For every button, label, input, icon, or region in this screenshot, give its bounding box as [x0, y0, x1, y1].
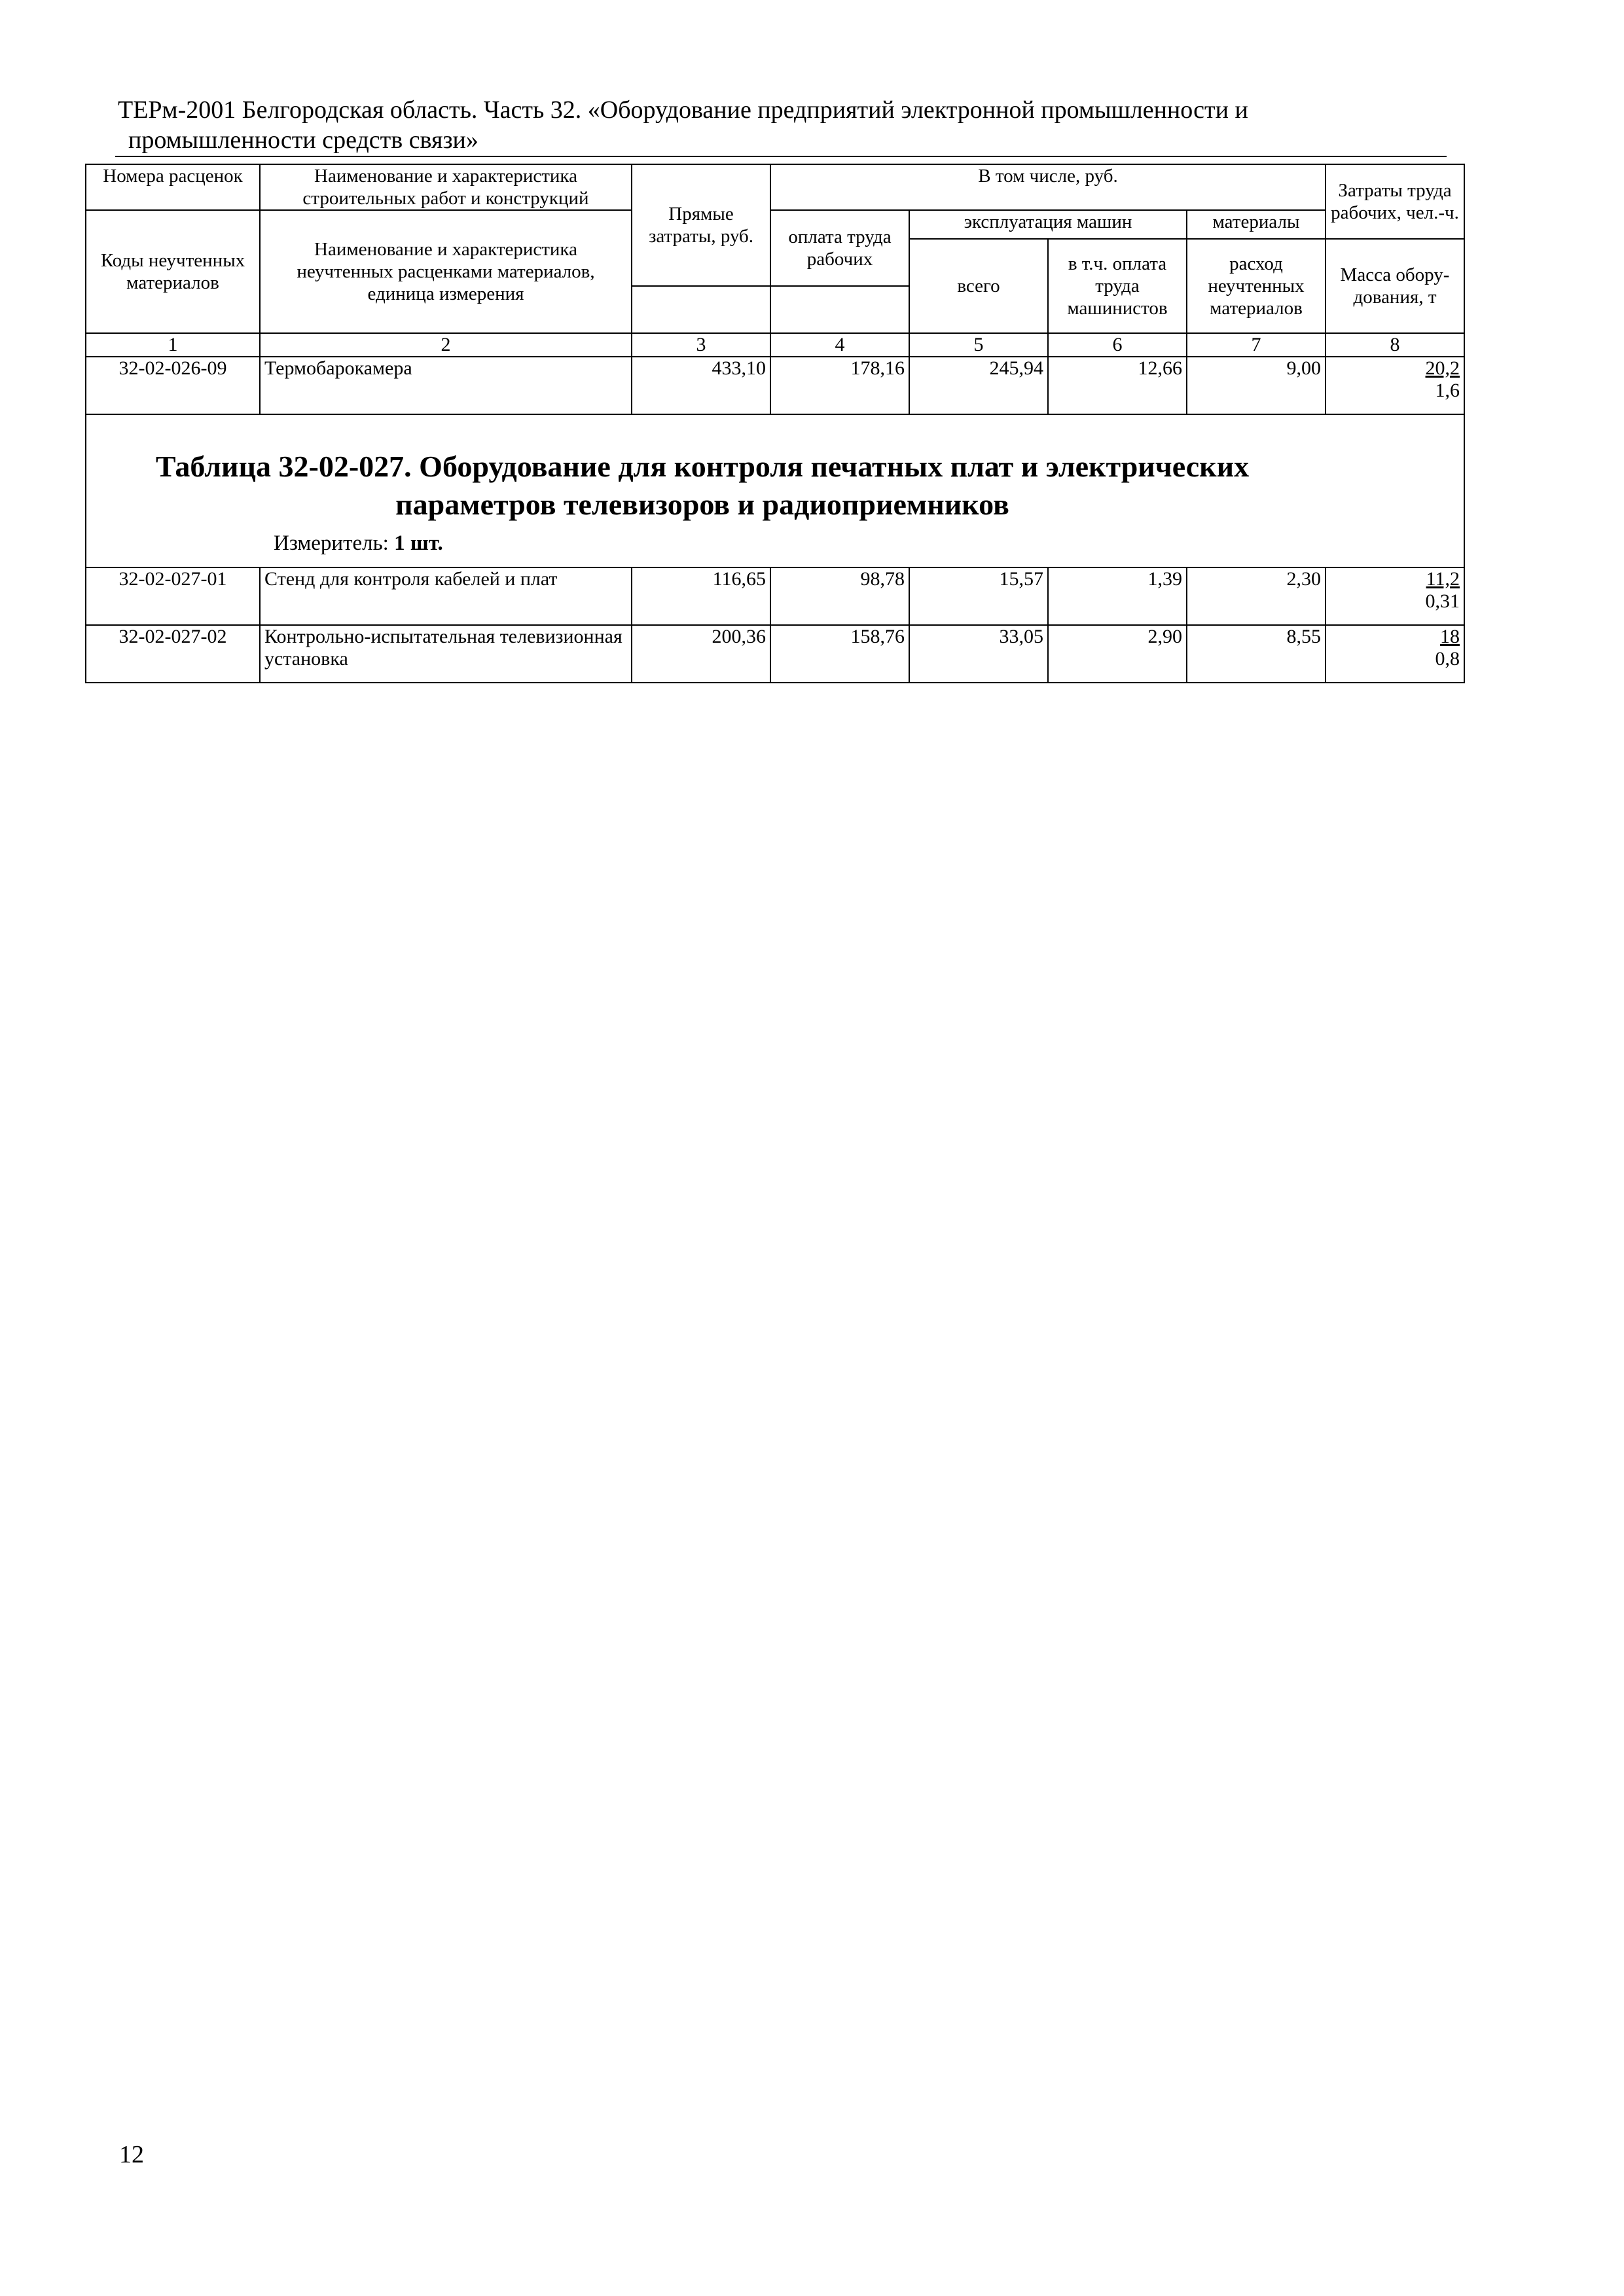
header-line-2: промышленности средств связи»	[128, 126, 478, 154]
header-col3: Прямые затраты, руб.	[632, 164, 770, 286]
header-col5: всего	[909, 239, 1048, 333]
column-number-8: 8	[1326, 333, 1464, 357]
materials-cost: 8,55	[1187, 625, 1326, 683]
column-number-6: 6	[1048, 333, 1187, 357]
rate-name: Стенд для контроля кабелей и плат	[260, 567, 632, 625]
header-col8-top: Затраты труда рабочих, чел.-ч.	[1326, 164, 1464, 239]
rate-name: Термобарокамера	[260, 357, 632, 414]
header-col4: оплата труда рабочих	[770, 210, 909, 286]
measure-value: 1 шт.	[394, 531, 443, 555]
labor-hours: 20,2	[1425, 357, 1460, 379]
rate-code: 32-02-027-02	[86, 625, 260, 683]
rate-name: Контрольно-испытательная телевизионная установка	[260, 625, 632, 683]
labor-hours: 11,2	[1426, 568, 1460, 590]
header-col6: в т.ч. оплата труда машинистов	[1048, 239, 1187, 333]
machinists-pay: 1,39	[1048, 567, 1187, 625]
section-heading-row	[86, 414, 1464, 567]
column-number-1: 1	[86, 333, 260, 357]
machines-total: 15,57	[909, 567, 1048, 625]
header-col1-top: Номера расценок	[86, 164, 260, 210]
measure-label: Измеритель:	[274, 531, 395, 555]
header-col1-bottom: Коды неучтенных материалов	[86, 210, 260, 333]
materials-cost: 2,30	[1187, 567, 1326, 625]
header-col8-bottom: Масса обору-дования, т	[1326, 239, 1464, 333]
labor-hours: 18	[1440, 626, 1460, 647]
labor-pay: 98,78	[770, 567, 909, 625]
header-col7: расход неучтенных материалов	[1187, 239, 1326, 333]
section-measure	[274, 530, 1460, 556]
rate-code: 32-02-027-01	[86, 567, 260, 625]
column-number-2: 2	[260, 333, 632, 357]
labor-pay: 178,16	[770, 357, 909, 414]
direct-costs: 200,36	[632, 625, 770, 683]
header-col2-bottom: Наименование и характеристика неучтенных расценками материалов, единица измерения	[260, 210, 632, 333]
equipment-mass: 1,6	[1435, 380, 1460, 401]
document-header	[118, 95, 1447, 155]
equipment-mass: 0,31	[1425, 590, 1460, 612]
header-group-materials: материалы	[1187, 210, 1326, 239]
section-title	[97, 415, 1308, 524]
labor-hours-mass	[1326, 357, 1464, 414]
header-col4-cont	[632, 286, 770, 333]
rate-code: 32-02-026-09	[86, 357, 260, 414]
header-line-1: ТЕРм-2001 Белгородская область. Часть 32. «Оборудование предприятий электронной промышленности и	[118, 96, 1248, 124]
page-number: 12	[119, 2141, 144, 2168]
rates-table	[85, 164, 1465, 683]
equipment-mass: 0,8	[1435, 648, 1460, 670]
direct-costs: 116,65	[632, 567, 770, 625]
column-number-3: 3	[632, 333, 770, 357]
labor-hours-mass	[1326, 625, 1464, 683]
machines-total: 33,05	[909, 625, 1048, 683]
section-title-line-2: параметров телевизоров и радиоприемников	[395, 488, 1009, 521]
direct-costs: 433,10	[632, 357, 770, 414]
machinists-pay: 12,66	[1048, 357, 1187, 414]
materials-cost: 9,00	[1187, 357, 1326, 414]
table-row	[86, 357, 1464, 414]
machines-total: 245,94	[909, 357, 1048, 414]
header-col2-top: Наименование и характеристика строительных работ и конструкций	[260, 164, 632, 210]
column-number-5: 5	[909, 333, 1048, 357]
section-title-line-1: Таблица 32-02-027. Оборудование для контроля печатных плат и электрических	[155, 450, 1250, 483]
machinists-pay: 2,90	[1048, 625, 1187, 683]
header-group-including: В том числе, руб.	[770, 164, 1326, 210]
labor-hours-mass	[1326, 567, 1464, 625]
table-row	[86, 625, 1464, 683]
column-number-4: 4	[770, 333, 909, 357]
labor-pay: 158,76	[770, 625, 909, 683]
section-heading	[86, 414, 1464, 567]
header-group-machines: эксплуатация машин	[909, 210, 1187, 239]
header-rule	[115, 156, 1447, 157]
column-number-7: 7	[1187, 333, 1326, 357]
table-row	[86, 567, 1464, 625]
